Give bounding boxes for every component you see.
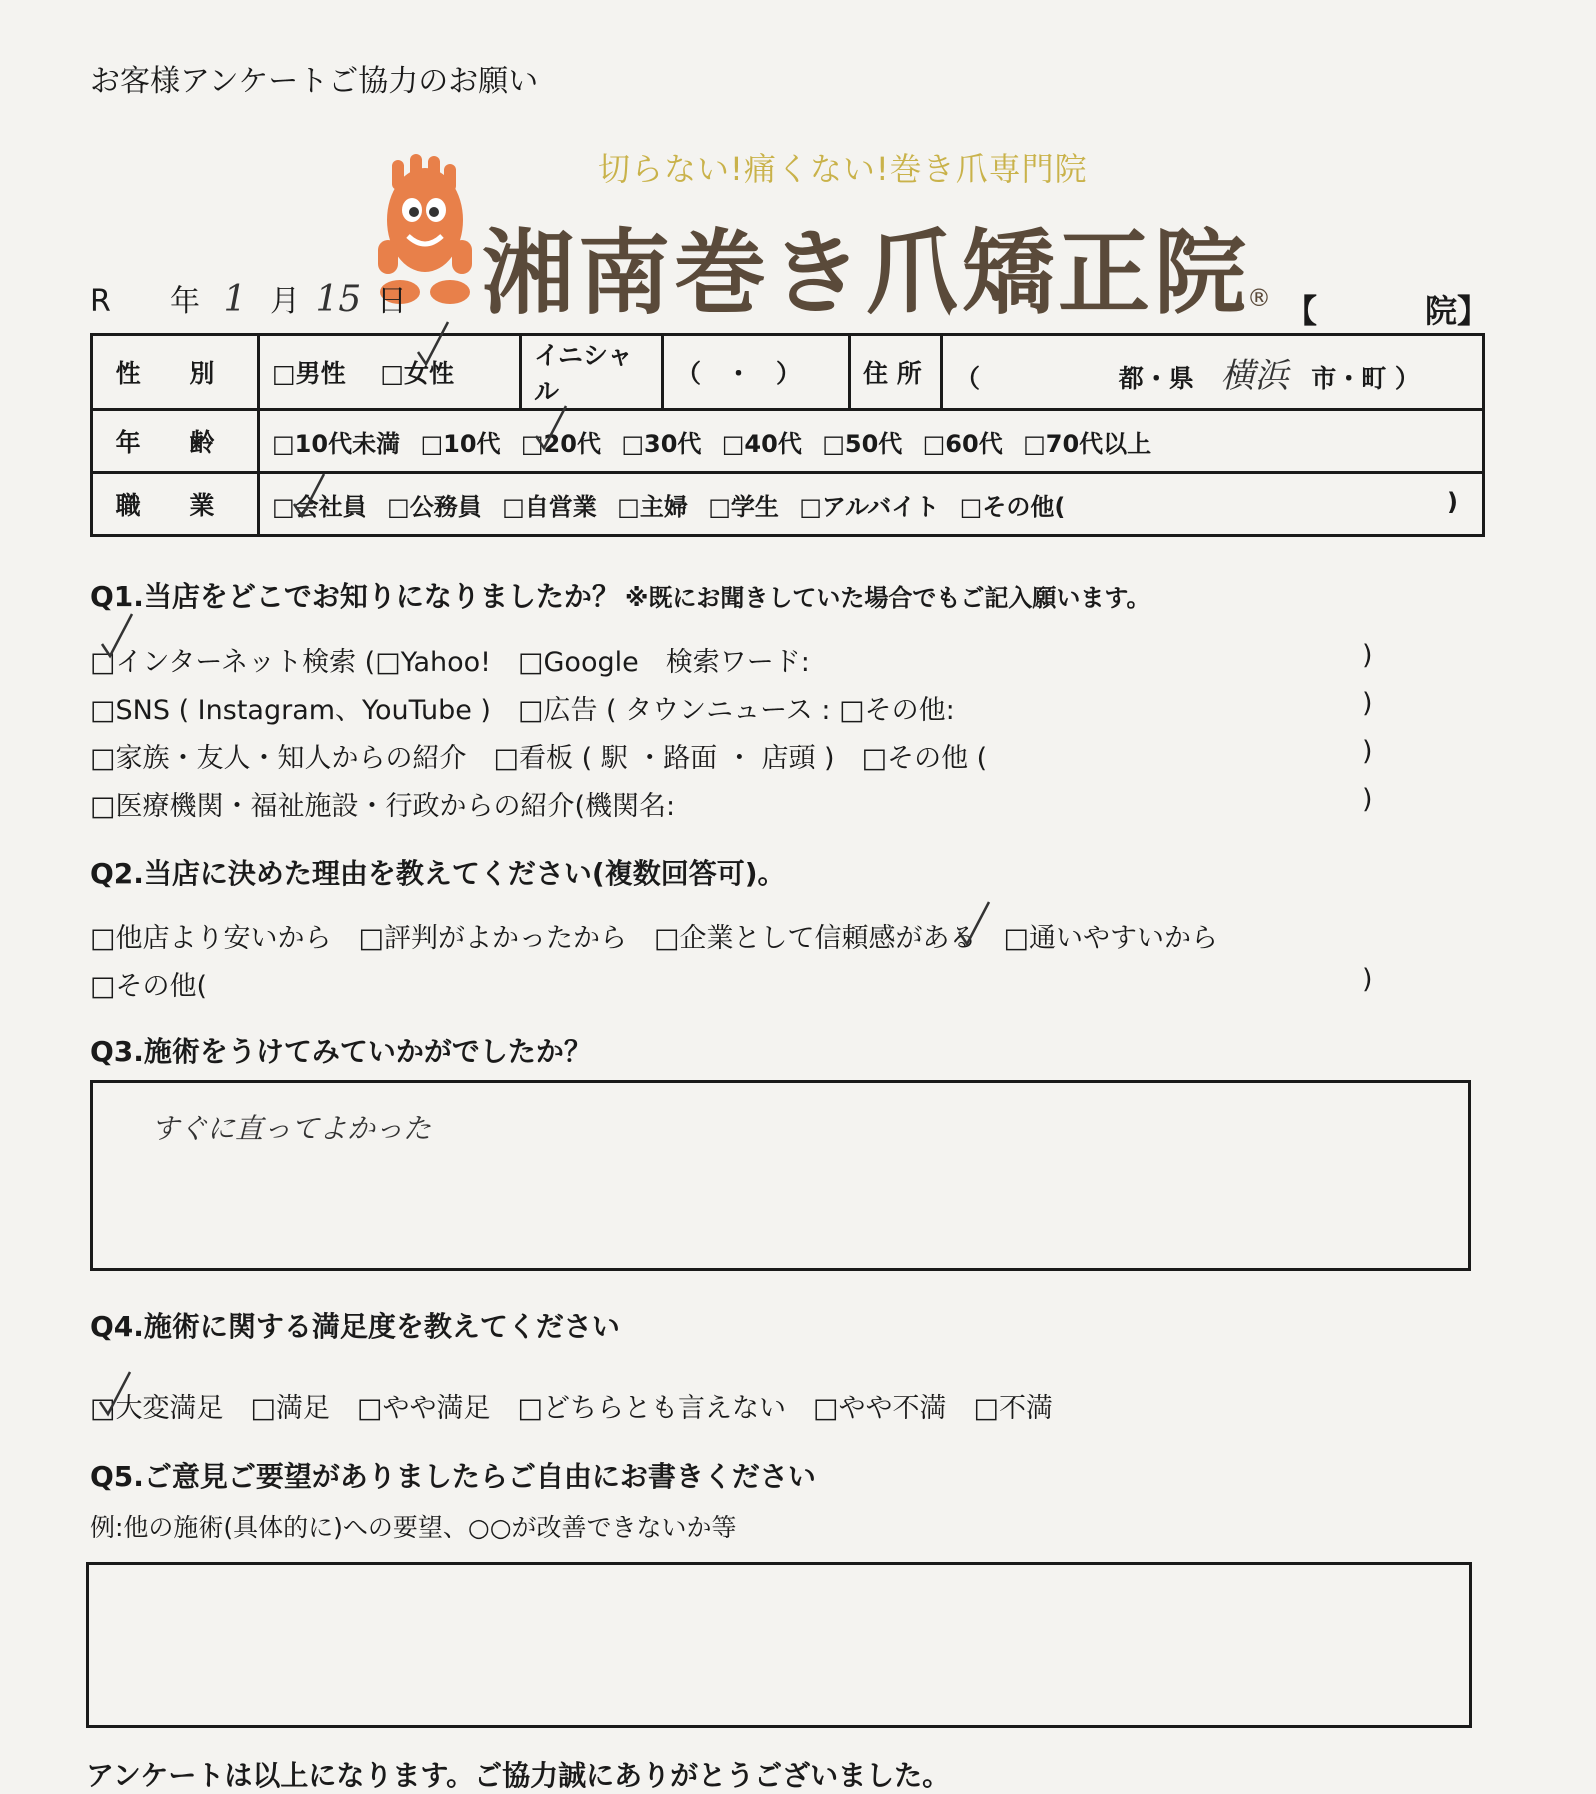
- q1-heading: [90, 575, 1150, 615]
- job-other-close: ): [1447, 488, 1458, 516]
- registered-mark: ®: [1247, 284, 1271, 312]
- date-year-label: 年: [169, 284, 200, 319]
- age-option[interactable]: □20代: [520, 429, 601, 458]
- job-option[interactable]: □アルバイト: [799, 492, 940, 521]
- q1-note: ※既にお聞きしていた場合でもご記入願います。: [625, 584, 1151, 612]
- footer-thanks: アンケートは以上になります。ご協力誠にありがとうございました。: [86, 1759, 951, 1792]
- branch-bracket-open: 【: [1285, 292, 1318, 330]
- q4-satisfaction-options[interactable]: □大変満足 □満足 □やや満足 □どちらとも言えない □やや不満 □不満: [90, 1393, 1054, 1424]
- address-field[interactable]: [942, 335, 1484, 410]
- job-option-other[interactable]: □その他(: [959, 492, 1066, 521]
- age-option[interactable]: □10代未満: [272, 429, 401, 458]
- gender-option-male[interactable]: □男性: [272, 359, 346, 388]
- q1-line2-close: ): [1362, 688, 1373, 719]
- q1-option-line-internet[interactable]: □インターネット検索 (□Yahoo! □Google 検索ワード:: [90, 647, 810, 678]
- age-option[interactable]: □60代: [922, 429, 1003, 458]
- q4-title: Q4.施術に関する満足度を教えてください: [90, 1310, 620, 1343]
- job-option[interactable]: □自営業: [502, 492, 597, 521]
- gender-row: [92, 335, 1484, 410]
- q5-title: Q5.ご意見ご要望がありましたらご自由にお書きください: [90, 1460, 816, 1493]
- date-day-label: 日: [376, 284, 407, 319]
- check-mark-icon: [290, 470, 328, 522]
- check-mark-icon: [532, 402, 570, 454]
- initial-label: イニシャル: [521, 335, 663, 410]
- check-mark-icon: [414, 318, 452, 370]
- check-mark-icon: [98, 610, 136, 662]
- age-option[interactable]: □40代: [721, 429, 802, 458]
- q5-comment-box[interactable]: [86, 1562, 1472, 1728]
- age-row: [92, 410, 1484, 473]
- age-option[interactable]: □10代: [420, 429, 501, 458]
- job-option[interactable]: □会社員: [272, 492, 367, 521]
- q3-title: Q3.施術をうけてみていかがでしたか？: [90, 1035, 592, 1068]
- job-options-cell: [259, 473, 1484, 536]
- branch-suffix: 院】: [1425, 292, 1490, 330]
- age-option[interactable]: □70代以上: [1023, 429, 1152, 458]
- age-option[interactable]: □30代: [621, 429, 702, 458]
- q3-handwritten-answer: すぐに直ってよかった: [151, 1112, 432, 1145]
- q2-options-line[interactable]: □他店より安いから □評判がよかったから □企業として信頼感がある □通いやすいから: [90, 923, 1219, 954]
- q3-answer-box[interactable]: [90, 1080, 1471, 1271]
- survey-intro: お客様アンケートご協力のお願い: [90, 64, 539, 99]
- q2-other-close: ): [1362, 964, 1373, 995]
- q1-line1-close: ): [1362, 640, 1373, 671]
- age-options-cell: [259, 410, 1484, 473]
- q1-line4-close: ): [1362, 784, 1373, 815]
- q2-title: Q2.当店に決めた理由を教えてください(複数回答可)。: [90, 857, 786, 890]
- q1-line3-close: ): [1362, 736, 1373, 767]
- date-era: R: [90, 284, 111, 319]
- check-mark-icon: [96, 1368, 134, 1420]
- age-label: 年 齢: [92, 410, 259, 473]
- gender-option-female[interactable]: □女性: [380, 359, 454, 388]
- q5-example: 例:他の施術(具体的に)への要望、○○が改善できないか等: [90, 1513, 737, 1542]
- job-option[interactable]: □学生: [708, 492, 779, 521]
- job-label: 職 業: [92, 473, 259, 536]
- q1-option-line-referral[interactable]: □家族・友人・知人からの紹介 □看板 ( 駅 ・路面 ・ 店頭 ) □その他 (: [90, 743, 988, 774]
- job-option[interactable]: □公務員: [387, 492, 482, 521]
- initial-value[interactable]: （ ・ ）: [663, 335, 850, 410]
- gender-label: 性 別: [92, 335, 259, 410]
- clinic-name: 湘南巻き爪矯正院: [482, 219, 1251, 327]
- address-city-handwritten: 横浜: [1220, 355, 1289, 396]
- clinic-tagline: 切らない!痛くない!巻き爪専門院: [598, 150, 1088, 188]
- address-label: 住 所: [850, 335, 942, 410]
- date-month-label: 月: [269, 284, 300, 319]
- date-month-value: 1: [223, 279, 247, 320]
- q2-option-other[interactable]: □その他(: [90, 971, 208, 1002]
- date-line: [90, 276, 407, 320]
- job-option[interactable]: □主婦: [617, 492, 688, 521]
- address-open-paren: （: [955, 363, 981, 393]
- q1-option-line-medical[interactable]: □医療機関・福祉施設・行政からの紹介(機関名:: [90, 791, 676, 822]
- q1-option-line-sns[interactable]: □SNS ( Instagram、YouTube ) □広告 ( タウンニュース : □その他:: [90, 695, 955, 726]
- check-mark-icon: [955, 898, 993, 950]
- address-city-label: 市・町 ）: [1311, 363, 1420, 393]
- gender-options-cell: [259, 335, 521, 410]
- address-prefecture: 都・県: [1118, 363, 1194, 393]
- age-option[interactable]: □50代: [822, 429, 903, 458]
- date-day-value: 15: [315, 279, 362, 320]
- q1-title: Q1.当店をどこでお知りになりましたか？: [90, 580, 620, 613]
